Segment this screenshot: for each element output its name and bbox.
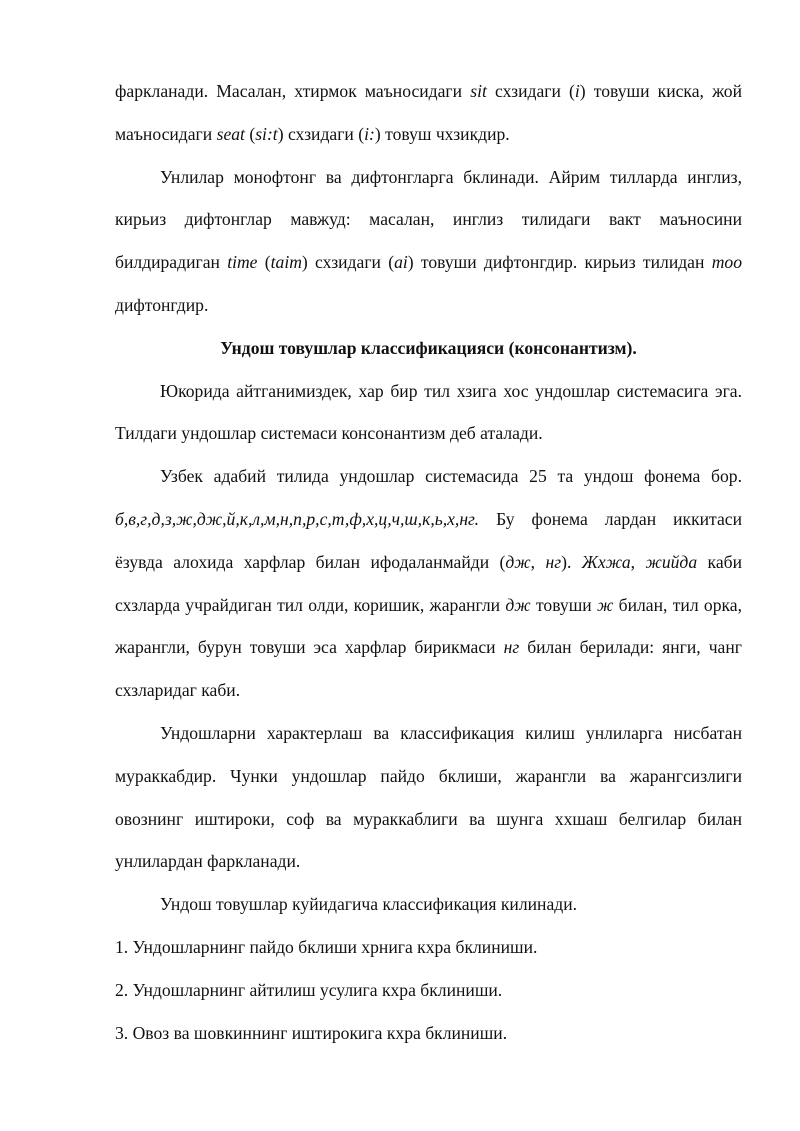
text-run: ) схзидаги ( [301, 252, 395, 273]
paragraph-2 [115, 156, 742, 327]
italic-term: ai [394, 252, 408, 273]
italic-term: дж [505, 551, 531, 572]
text-run: ) товуш чхзикдир. [374, 123, 510, 144]
italic-term: нг [545, 551, 562, 572]
text-run: , [630, 551, 646, 572]
text-run: ( [244, 123, 256, 144]
paragraph-3 [115, 370, 742, 456]
text-run: ) схзидаги ( [277, 123, 365, 144]
text-run: ) товуши киска, жой маъносидаги [115, 81, 743, 144]
text-run: Ундошларни характерлаш ва классификация килиш унлиларга нисбатан мураккабдир. Чунки ундошлар пайдо бклиши, жарангли ва жарангсизлиги овознинг иштироки, соф ва мураккаблиги ва шунга ххшаш белгилар билан унлилардан фаркланади. [115, 722, 742, 872]
text-run: билан берилади: янги, чанг схзларидаг каби. [115, 637, 742, 701]
section-heading: Ундош товушлар классификацияси (консонантизм). [220, 337, 637, 358]
italic-term: дж [505, 594, 531, 615]
italic-term: si:t [255, 123, 278, 144]
paragraph-6 [115, 883, 742, 926]
text-run: Бу фонема лардан иккитаси ёзувда алохида харфлар билан ифодаланмайди ( [115, 508, 742, 572]
text-run: каби схзларда учрайдиган тил олди, коришик, жарангли [115, 551, 743, 615]
document-page [115, 70, 742, 1054]
italic-term: sit [470, 81, 487, 101]
italic-term: taim [270, 252, 302, 273]
paragraph-4 [115, 455, 742, 712]
list-item-2: 2. Ундошларнинг айтилиш усулига кхра бклиниши. [115, 979, 503, 1000]
text-run: Унлилар монофтонг ва дифтонгларга бклинади. Айрим тилларда инглиз, кирьиз дифтонглар мавжуд: масалан, инглиз тилидаги вакт маъносини билдирадиган [115, 166, 742, 273]
text-run: ). [561, 551, 582, 572]
italic-term: i [574, 81, 580, 101]
text-run: ( [257, 252, 271, 273]
text-run: Узбек адабий тилида ундошлар системасида 25 та ундош фонема бор. [160, 466, 742, 487]
paragraph-1 [115, 70, 742, 156]
text-run: товуши [530, 594, 597, 615]
italic-term: тoo [711, 252, 742, 273]
italic-term: seat [216, 123, 245, 144]
text-run: билан, тил орка, жарангли, бурун товуши эса харфлар бирикмаси [115, 594, 742, 658]
italic-term: Жхжа [581, 551, 631, 572]
text-run: Юкорида айтганимиздек, хар бир тил хзига хос ундошлар системасига эга. Тилдаги ундошлар системаси консонантизм деб аталади. [115, 380, 742, 444]
text-run: , [530, 551, 546, 572]
italic-term: ж [596, 594, 614, 615]
italic-term: жийда [645, 551, 698, 572]
text-run: схзидаги ( [486, 81, 575, 101]
text-run: Ундош товушлар куйидагича классификация килинади. [160, 894, 578, 915]
italic-term: i: [364, 123, 375, 144]
italic-term: нг [503, 637, 520, 658]
list-item-3: 3. Овоз ва шовкиннинг иштирокига кхра бклиниши. [115, 1022, 508, 1043]
paragraph-5 [115, 712, 742, 883]
text-run: ) товуши дифтонгдир. кирьиз тилидан [407, 252, 712, 273]
italic-term: time [227, 252, 258, 273]
text-run: дифтонгдир. [115, 294, 209, 315]
italic-term: б,в,г,д,з,ж,дж,й,к,л,м,н,п,р,с,т,ф,х,ц,ч,ш,к,ь,х,нг. [115, 508, 480, 529]
text-run: фаркланади. Масалан, хтирмок маъносидаги [115, 81, 471, 101]
list-item-1: 1. Ундошларнинг пайдо бклиши хрнига кхра бклиниши. [115, 936, 538, 957]
